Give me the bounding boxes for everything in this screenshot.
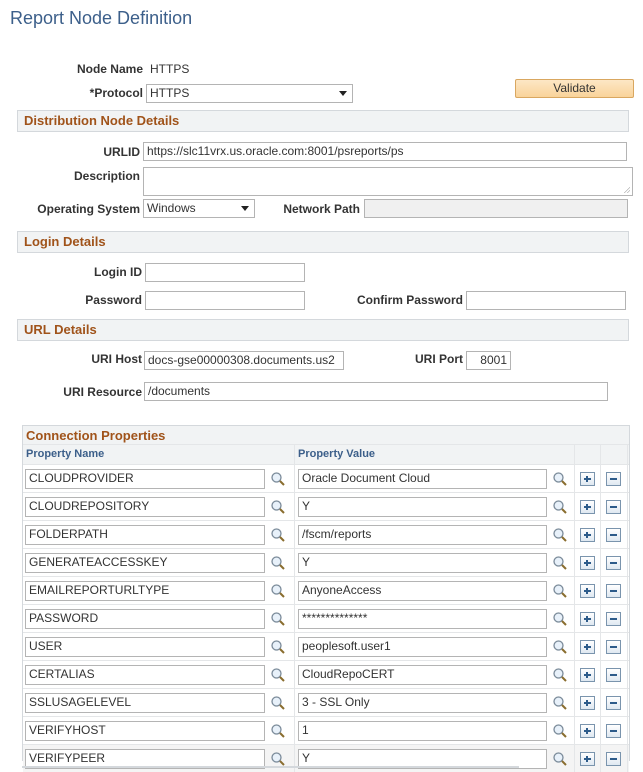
operating-system-select[interactable] <box>143 199 255 218</box>
url-section-header: URL Details <box>17 319 629 341</box>
column-header-property-value: Property Value <box>295 445 575 464</box>
property-name-cell <box>23 549 295 576</box>
property-value-input[interactable]: 1 <box>298 721 547 741</box>
node-name-value: HTTPS <box>150 62 190 76</box>
confirm-password-input[interactable] <box>466 291 626 310</box>
property-value-input[interactable]: 3 - SSL Only <box>298 693 547 713</box>
property-name-input[interactable]: FOLDERPATH <box>25 525 265 545</box>
property-name-cell <box>23 605 295 632</box>
property-value-cell <box>295 689 575 716</box>
operating-system-label: Operating System <box>37 202 140 216</box>
add-row-button[interactable] <box>580 724 595 738</box>
protocol-label: *Protocol <box>89 86 143 100</box>
table-row <box>23 688 629 716</box>
validate-button[interactable]: Validate <box>515 79 634 98</box>
add-row-button[interactable] <box>580 556 595 570</box>
lookup-icon[interactable] <box>270 723 286 739</box>
add-cell <box>575 605 601 632</box>
login-id-input[interactable] <box>145 263 305 282</box>
property-value-input[interactable]: Y <box>298 749 547 769</box>
add-row-button[interactable] <box>580 472 595 486</box>
property-name-input[interactable]: VERIFYPEER <box>25 749 265 769</box>
property-value-input[interactable]: AnyoneAccess <box>298 581 547 601</box>
lookup-icon[interactable] <box>552 471 568 487</box>
delete-row-button[interactable] <box>606 640 621 654</box>
property-name-cell <box>23 465 295 492</box>
uri-resource-label: URI Resource <box>63 385 142 399</box>
add-cell <box>575 521 601 548</box>
property-value-input[interactable]: /fscm/reports <box>298 525 547 545</box>
delete-row-button[interactable] <box>606 500 621 514</box>
protocol-select[interactable] <box>146 84 353 103</box>
grid-body <box>23 464 629 772</box>
chevron-down-icon <box>241 206 249 211</box>
property-value-input[interactable]: Y <box>298 553 547 573</box>
property-value-cell <box>295 465 575 492</box>
description-label: Description <box>73 169 140 183</box>
network-path-input <box>364 199 628 218</box>
connection-properties-title: Connection Properties <box>23 426 629 444</box>
lookup-icon[interactable] <box>270 471 286 487</box>
property-name-cell <box>23 493 295 520</box>
property-value-input[interactable]: Oracle Document Cloud <box>298 469 547 489</box>
delete-row-button[interactable] <box>606 528 621 542</box>
property-name-cell <box>23 521 295 548</box>
property-name-input[interactable]: PASSWORD <box>25 609 265 629</box>
lookup-icon[interactable] <box>552 583 568 599</box>
operating-system-value: Windows <box>143 199 255 218</box>
property-value-cell <box>295 493 575 520</box>
property-value-input[interactable]: Y <box>298 497 547 517</box>
confirm-password-label: Confirm Password <box>356 293 463 307</box>
lookup-icon[interactable] <box>552 695 568 711</box>
add-row-button[interactable] <box>580 612 595 626</box>
property-name-input[interactable]: GENERATEACCESSKEY <box>25 553 265 573</box>
add-cell <box>575 689 601 716</box>
login-section-header: Login Details <box>17 231 629 253</box>
uri-port-input[interactable]: 8001 <box>466 351 511 370</box>
uri-port-label: URI Port <box>415 352 463 366</box>
lookup-icon[interactable] <box>552 667 568 683</box>
delete-cell <box>601 717 628 744</box>
delete-row-button[interactable] <box>606 472 621 486</box>
chevron-down-icon <box>339 91 347 96</box>
lookup-icon[interactable] <box>270 527 286 543</box>
lookup-icon[interactable] <box>552 527 568 543</box>
uri-host-label: URI Host <box>91 352 142 366</box>
property-value-cell <box>295 633 575 660</box>
delete-cell <box>601 577 628 604</box>
lookup-icon[interactable] <box>552 499 568 515</box>
add-row-button[interactable] <box>580 584 595 598</box>
delete-cell <box>601 633 628 660</box>
table-row <box>23 576 629 604</box>
property-name-cell <box>23 633 295 660</box>
lookup-icon[interactable] <box>552 555 568 571</box>
delete-row-button[interactable] <box>606 556 621 570</box>
property-value-cell <box>295 549 575 576</box>
uri-host-input[interactable]: docs-gse00000308.documents.us2 <box>144 351 344 370</box>
delete-cell <box>601 689 628 716</box>
connection-properties-grid <box>22 425 630 765</box>
property-name-input[interactable]: CERTALIAS <box>25 665 265 685</box>
column-header-property-name: Property Name <box>23 445 295 464</box>
property-name-input[interactable]: CLOUDPROVIDER <box>25 469 265 489</box>
delete-cell <box>601 605 628 632</box>
property-name-input[interactable]: EMAILREPORTURLTYPE <box>25 581 265 601</box>
add-row-button[interactable] <box>580 640 595 654</box>
delete-cell <box>601 661 628 688</box>
lookup-icon[interactable] <box>270 611 286 627</box>
property-name-cell <box>23 661 295 688</box>
table-row <box>23 492 629 520</box>
password-input[interactable] <box>145 291 305 310</box>
grid-header-row <box>23 444 629 464</box>
lookup-icon[interactable] <box>552 751 568 767</box>
table-row <box>23 520 629 548</box>
delete-cell <box>601 521 628 548</box>
delete-cell <box>601 549 628 576</box>
property-name-input[interactable]: CLOUDREPOSITORY <box>25 497 265 517</box>
network-path-label: Network Path <box>283 202 360 216</box>
table-row <box>23 604 629 632</box>
property-name-input[interactable]: USER <box>25 637 265 657</box>
table-row <box>23 660 629 688</box>
delete-cell <box>601 465 628 492</box>
property-value-cell <box>295 661 575 688</box>
column-header-add <box>575 445 601 464</box>
delete-row-button[interactable] <box>606 584 621 598</box>
property-value-cell <box>295 577 575 604</box>
table-row <box>23 464 629 492</box>
add-cell <box>575 549 601 576</box>
property-value-input[interactable]: CloudRepoCERT <box>298 665 547 685</box>
property-name-cell <box>23 577 295 604</box>
lookup-icon[interactable] <box>552 723 568 739</box>
property-name-input[interactable]: VERIFYHOST <box>25 721 265 741</box>
description-textarea[interactable] <box>143 167 633 196</box>
add-row-button[interactable] <box>580 752 595 766</box>
add-row-button[interactable] <box>580 500 595 514</box>
lookup-icon[interactable] <box>270 639 286 655</box>
password-label: Password <box>85 293 142 307</box>
add-row-button[interactable] <box>580 668 595 682</box>
lookup-icon[interactable] <box>552 611 568 627</box>
delete-cell <box>601 493 628 520</box>
property-value-cell <box>295 717 575 744</box>
delete-row-button[interactable] <box>606 752 621 766</box>
property-value-input[interactable]: peoplesoft.user1 <box>298 637 547 657</box>
lookup-icon[interactable] <box>552 639 568 655</box>
resize-grip-icon[interactable] <box>624 187 630 193</box>
table-row <box>23 632 629 660</box>
delete-row-button[interactable] <box>606 724 621 738</box>
add-cell <box>575 717 601 744</box>
urlid-label: URLID <box>103 145 140 159</box>
uri-resource-input[interactable]: /documents <box>144 382 608 401</box>
lookup-icon[interactable] <box>270 751 286 767</box>
table-row <box>23 716 629 744</box>
delete-row-button[interactable] <box>606 668 621 682</box>
delete-row-button[interactable] <box>606 612 621 626</box>
node-name-label: Node Name <box>76 62 143 76</box>
page-title: Report Node Definition <box>10 8 193 28</box>
add-cell <box>575 577 601 604</box>
urlid-input[interactable]: https://slc11vrx.us.oracle.com:8001/psreports/ps <box>143 142 627 161</box>
delete-row-button[interactable] <box>606 696 621 710</box>
add-row-button[interactable] <box>580 528 595 542</box>
login-id-label: Login ID <box>94 265 142 279</box>
add-cell <box>575 493 601 520</box>
property-value-cell <box>295 521 575 548</box>
lookup-icon[interactable] <box>270 695 286 711</box>
add-row-button[interactable] <box>580 696 595 710</box>
lookup-icon[interactable] <box>270 667 286 683</box>
column-header-delete <box>601 445 628 464</box>
property-name-cell <box>23 689 295 716</box>
property-value-input[interactable]: ************** <box>298 609 547 629</box>
lookup-icon[interactable] <box>270 583 286 599</box>
table-row <box>23 548 629 576</box>
property-value-cell <box>295 605 575 632</box>
lookup-icon[interactable] <box>270 499 286 515</box>
property-name-cell <box>23 717 295 744</box>
add-cell <box>575 465 601 492</box>
property-name-input[interactable]: SSLUSAGELEVEL <box>25 693 265 713</box>
protocol-select-value: HTTPS <box>146 84 353 103</box>
add-cell <box>575 633 601 660</box>
lookup-icon[interactable] <box>270 555 286 571</box>
add-cell <box>575 661 601 688</box>
distribution-section-header: Distribution Node Details <box>17 110 629 132</box>
